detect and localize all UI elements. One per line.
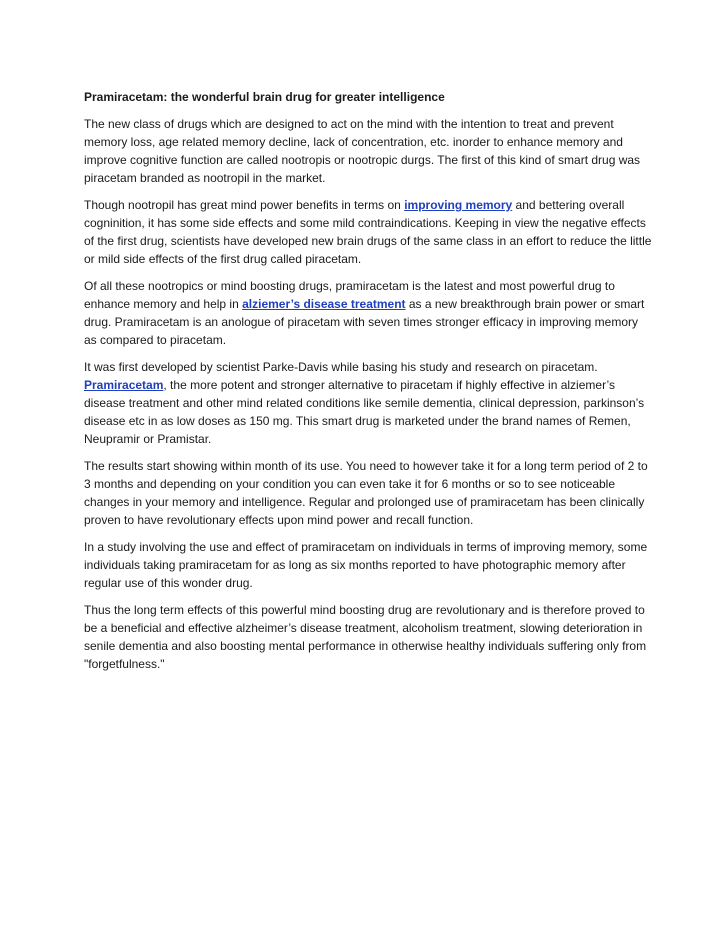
improving-memory-link[interactable]: improving memory bbox=[404, 198, 513, 212]
paragraph-4-text-after: , the more potent and stronger alternative to piracetam if highly effective in alziemer’s disease treatment and other mind related conditions like semile dementia, clinical depression, parkinson’s disease etc in as low doses as 150 mg. This smart drug is marketed under the brand names of Remen, Neupramir or Pramistar. bbox=[84, 378, 645, 446]
paragraph-2-text-after: and bettering overall cogninition, it has some side effects and some mild contraindications. Keeping in view the negative effects of the first drug, scientists have developed new brain drugs of the same class in an effort to reduce the little or mild side effects of the first drug called piracetam. bbox=[84, 198, 652, 266]
paragraph-7: Thus the long term effects of this powerful mind boosting drug are revolutionary and is therefore proved to be a beneficial and effective alzheimer’s disease treatment, alcoholism treatment, slowing deterioration in senile dementia and also boosting mental performance in otherwise healthy individuals suffering only from "forgetfulness." bbox=[84, 603, 647, 671]
paragraph-3 bbox=[84, 277, 652, 349]
paragraph-4-text-before: It was first developed by scientist Parke-Davis while basing his study and research on piracetam. bbox=[84, 360, 598, 374]
pramiracetam-link[interactable]: Pramiracetam bbox=[84, 378, 164, 392]
paragraph-2-text-before: Though nootropil has great mind power benefits in terms on bbox=[84, 198, 405, 212]
paragraph-6: In a study involving the use and effect of pramiracetam on individuals in terms of improving memory, some individuals taking pramiracetam for as long as six months reported to have photographic memory after regular use of this wonder drug. bbox=[84, 540, 648, 590]
document-page bbox=[84, 88, 652, 682]
paragraph-5: The results start showing within month of its use. You need to however take it for a long term period of 2 to 3 months and depending on your condition you can even take it for 6 months or so to see noticeable changes in your memory and intelligence. Regular and prolonged use of pramiracetam has been clinically proven to have revolutionary effects upon mind power and recall function. bbox=[84, 459, 648, 527]
paragraph-1: The new class of drugs which are designed to act on the mind with the intention to treat and prevent memory loss, age related memory decline, lack of concentration, etc. inorder to enhance memory and improve cognitive function are called nootropis or nootropic durgs. The first of this kind of smart drug was piracetam branded as nootropil in the market. bbox=[84, 117, 641, 185]
alzheimers-treatment-link[interactable]: alziemer’s disease treatment bbox=[242, 297, 406, 311]
paragraph-3-text-after: as a new breakthrough brain power or smart drug. Pramiracetam is an anologue of piracetam with seven times stronger efficacy in improving memory as compared to piracetam. bbox=[84, 297, 645, 347]
paragraph-2 bbox=[84, 196, 652, 268]
paragraph-3-text-before: Of all these nootropics or mind boosting drugs, pramiracetam is the latest and most powerful drug to enhance memory and help in bbox=[84, 279, 615, 311]
paragraph-4 bbox=[84, 358, 652, 448]
document-title: Pramiracetam: the wonderful brain drug for greater intelligence bbox=[84, 90, 445, 104]
